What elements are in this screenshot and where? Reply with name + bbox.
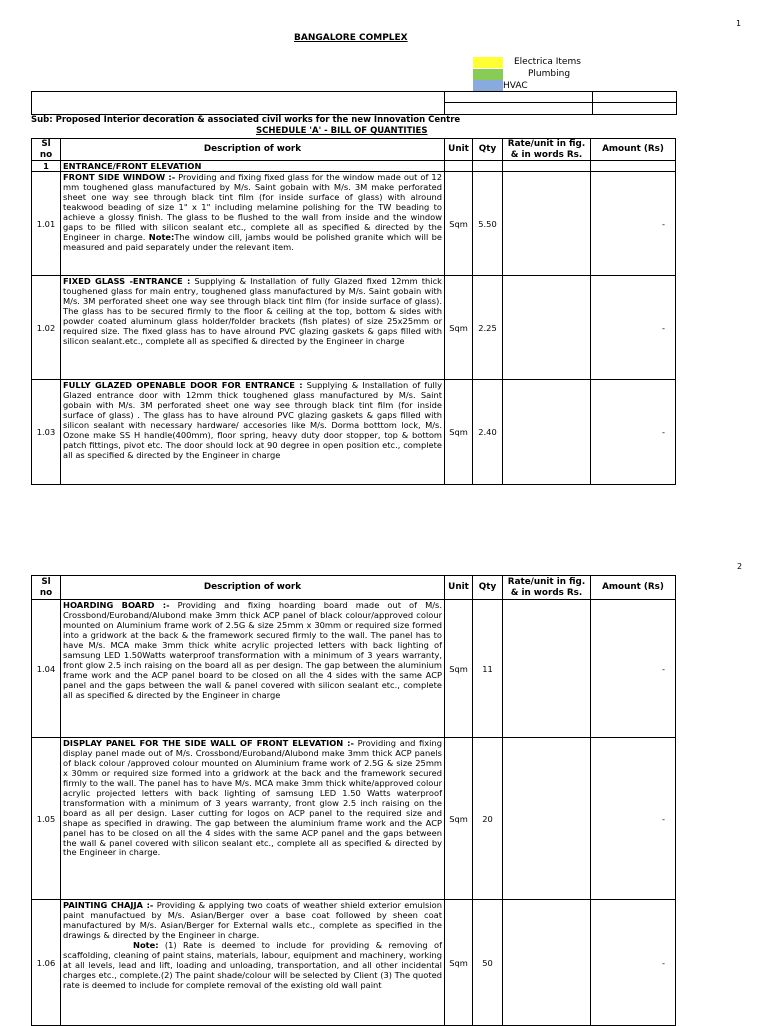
item-heading: PAINTING CHAJJA :- [63, 900, 154, 910]
col-header-amount: Amount (Rs) [591, 576, 676, 600]
rate-line1: Rate/unit in fig. [507, 577, 586, 588]
item-description [61, 600, 445, 738]
legend-swatch-green [473, 69, 503, 80]
item-heading: FRONT SIDE WINDOW :- [63, 172, 176, 182]
item-description [61, 900, 445, 1026]
header-divider [444, 102, 676, 103]
empty-cell [591, 161, 676, 172]
legend-item-electrical [473, 56, 581, 68]
item-qty: 11 [473, 600, 503, 738]
item-amount: - [591, 900, 676, 1026]
item-text: Providing & applying two coats of weather shield exterior emulsion paint manufactued by M/s. Asian/Berger over a base coat followed by sheen coat manufactured by M/s. Asian/Berger for External walls etc., complete as specified in the drawings & directed by the Engineer in charge. [63, 900, 442, 940]
item-amount: - [591, 600, 676, 738]
table-header-row [32, 576, 676, 600]
table-row [32, 276, 676, 380]
item-description [61, 276, 445, 380]
legend-label: Plumbing [528, 69, 571, 79]
section-name: ENTRANCE/FRONT ELEVATION [61, 161, 445, 172]
empty-cell [473, 161, 503, 172]
rate-line1: Rate/unit in fig. [507, 139, 586, 150]
item-rate [503, 172, 591, 276]
page-number: 1 [736, 19, 742, 28]
item-number: 1.06 [32, 900, 61, 1026]
header-box [31, 91, 677, 115]
item-note-text: (1) Rate is deemed to include for providing & removing of scaffolding, cleaning of paint stains, materials, labour, equipment and machinery, working at all levels, lead and lift, loading and unloading, transportation, and all other incidental charges etc., complete.(2) The paint shade/colour will be selected by Client (3) The quoted rate is deemed to include for complete removal of the existing old wall paint [63, 939, 442, 990]
empty-cell [445, 161, 473, 172]
item-unit: Sqm [445, 900, 473, 1026]
col-header-unit: Unit [445, 576, 473, 600]
table-row [32, 380, 676, 485]
legend-swatch-yellow [473, 57, 503, 68]
col-header-qty: Qty [473, 139, 503, 161]
item-amount: - [591, 380, 676, 485]
boq-table-page2 [31, 575, 676, 1026]
item-rate [503, 600, 591, 738]
legend-item-plumbing [473, 68, 581, 80]
item-unit: Sqm [445, 172, 473, 276]
item-text: Providing and fixing hoarding board made out of M/s. Crossbond/Euroband/Alubond make 3mm thick ACP panel of black colour/approved colour mounted on Aluminium frame work of 2.5G & size 25mm x 30mm or required size formed into a gridwork at the back & the framework secured firmly to the wall. The panel has to have M/s. MCA make 3mm thick white acrylic projected letters with back lighting of samsung LED 1.50Watts waterproof transformation with a minimum of 3 years warranty, front glow 2.5 inch raising on the board all as per design. The gap between the aluminium frame work and the ACP panel board to be closed on all the 4 sides with the same ACP panel and the gaps between the wall & panel covered with silicon sealant etc., complete all as specified & directed by the Engineer in charge [63, 600, 442, 700]
legend-item-hvac [473, 80, 581, 91]
item-qty: 5.50 [473, 172, 503, 276]
item-qty: 2.25 [473, 276, 503, 380]
color-legend [473, 56, 581, 91]
col-header-qty: Qty [473, 576, 503, 600]
empty-cell [503, 161, 591, 172]
item-heading: FIXED GLASS -ENTRANCE : [63, 276, 191, 286]
item-description [61, 172, 445, 276]
item-note-label: Note: [133, 939, 159, 950]
table-row [32, 738, 676, 900]
col-header-desc: Description of work [61, 576, 445, 600]
item-number: 1.05 [32, 738, 61, 900]
item-heading: FULLY GLAZED OPENABLE DOOR FOR ENTRANCE : [63, 380, 303, 390]
item-heading: DISPLAY PANEL FOR THE SIDE WALL OF FRONT ELEVATION :- [63, 738, 354, 748]
col-header-rate [503, 139, 591, 161]
section-number: 1 [32, 161, 61, 172]
item-number: 1.01 [32, 172, 61, 276]
item-unit: Sqm [445, 738, 473, 900]
section-row [32, 161, 676, 172]
legend-swatch-blue [473, 80, 503, 91]
item-text: Providing and fixing display panel made out of M/s. Crossbond/Euroband/Alubond make 3mm thick ACP panels of black colour /approved colour mounted on Aluminium frame work of 2.5G & size 25mm x 30mm or required size formed into a gridwork at the back and the framework secured firmly to the wall. The panel has to have M/s. MCA make 3mm thick white/approved colour acrylic projected letters with back lighting of samsung LED 1.50 Watts waterproof transformation with a minimum of 3 years warranty, front glow 2.5 inch raising on the board as all per design. Laser cutting for logos on ACP panel to the required size and shape as specified in drawing. The gap between the aluminium frame work and the ACP panel has to be closed on all the 4 sides with the same ACP panel and the gaps between the wall & panel covered with silicon sealant etc., complete all as specified & directed by the Engineer in charge. [63, 738, 442, 858]
item-qty: 20 [473, 738, 503, 900]
item-number: 1.02 [32, 276, 61, 380]
subject-line: Sub: Proposed Interior decoration & associated civil works for the new Innovation Centre [31, 115, 461, 125]
item-rate [503, 380, 591, 485]
item-note-label: Note: [148, 231, 175, 242]
item-rate [503, 900, 591, 1026]
document-title: BANGALORE COMPLEX [294, 33, 408, 43]
col-header-desc: Description of work [61, 139, 445, 161]
schedule-title: SCHEDULE 'A' - BILL OF QUANTITIES [256, 126, 428, 136]
col-header-slno: Sl no [32, 576, 61, 600]
col-header-unit: Unit [445, 139, 473, 161]
item-description [61, 380, 445, 485]
item-unit: Sqm [445, 600, 473, 738]
item-rate [503, 738, 591, 900]
legend-label: HVAC [503, 80, 528, 91]
item-unit: Sqm [445, 276, 473, 380]
boq-table-page1 [31, 138, 676, 485]
table-header-row [32, 139, 676, 161]
item-heading: HOARDING BOARD :- [63, 600, 170, 610]
item-rate [503, 276, 591, 380]
table-row [32, 900, 676, 1026]
item-number: 1.04 [32, 600, 61, 738]
item-amount: - [591, 738, 676, 900]
item-text: Providing and fixing fixed glass for the window made out of 12 mm toughened glass manufactured by M/s. Saint gobain with M/s. 3M make perforated sheet one way see through black tint film (for inside surface of glass) with alround teakwood beading of size 1" x 1" including melamine polishing for the TW beading to achieve a glossy finish. The glass to be flushed to the wall from inside and the window gaps to be filled with silicon sealant etc., complete all as specified & directed by the Engineer in charge. [63, 172, 442, 242]
item-text: Supplying & Installation of fully Glazed fixed 12mm thick toughened glass for main entry, toughened glass manufactured by M/s. Saint gobain with M/s. 3M perforated sheet one way see through black tint film (for inside surface of glass). The glass has to be secured firmly to the floor & ceiling at the top, bottom & sides with powder coated aluminum glass holder/folder brackets (fish plates) of size 25x25mm or required size. The fixed glass has to have alround PVC glazing gaskets & gaps filled with silicon sealant.etc., complete all as specified & directed by the Engineer in charge [63, 276, 442, 346]
legend-label: Electrica Items [514, 57, 581, 67]
item-qty: 50 [473, 900, 503, 1026]
item-unit: Sqm [445, 380, 473, 485]
item-amount: - [591, 276, 676, 380]
table-row [32, 600, 676, 738]
rate-line2: & in words Rs. [510, 587, 583, 598]
col-header-rate [503, 576, 591, 600]
item-amount: - [591, 172, 676, 276]
table-row [32, 172, 676, 276]
item-number: 1.03 [32, 380, 61, 485]
item-note-text: The window cill, jambs would be polished granite which will be measured and paid separately under the relevant item. [63, 231, 442, 252]
item-qty: 2.40 [473, 380, 503, 485]
rate-line2: & in words Rs. [510, 149, 583, 160]
col-header-slno: Sl no [32, 139, 61, 161]
item-text: Supplying & Installation of fully Glazed entrance door with 12mm thick toughened glass manufactured by M/s. Saint gobain with M/s. 3M perforated sheet one way see through black tint film (for inside surface of glass) . The glass has to have alround PVC glazing gaskets & gaps filled with silicon sealant with necessary hardware/ accesories like M/s. Dorma botttom lock, M/s. Ozone make SS H handle(400mm), floor spring, heavy duty door stopper, top & bottom patch fittings, pivot etc. The door should lock at 90 degree in open position etc., complete all as specified & directed by the Engineer in charge [63, 380, 442, 460]
col-header-amount: Amount (Rs) [591, 139, 676, 161]
page-number: 2 [737, 562, 743, 571]
item-description [61, 738, 445, 900]
